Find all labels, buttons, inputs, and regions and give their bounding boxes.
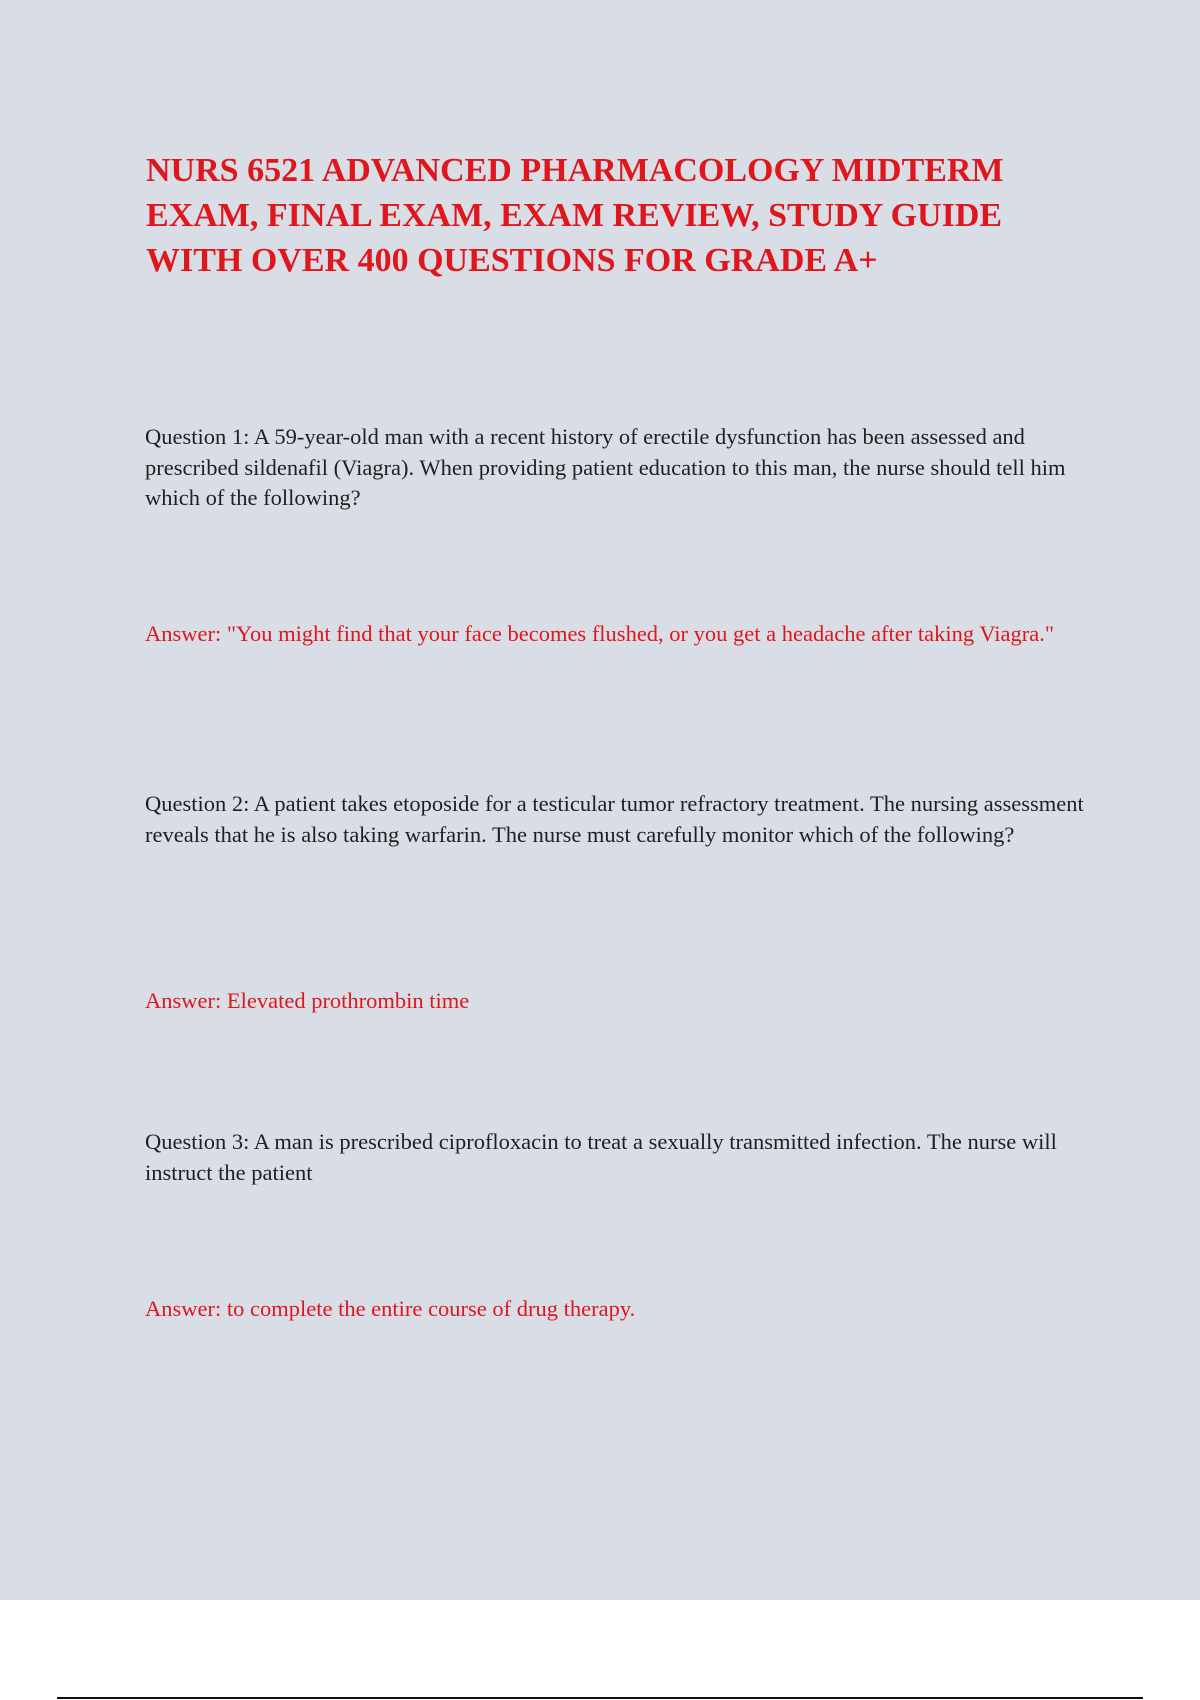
footer-divider (57, 1697, 1143, 1699)
answer-1: Answer: "You might find that your face becomes flushed, or you get a headache after taking Viagra." (145, 621, 1055, 646)
question-1: Question 1: A 59-year-old man with a recent history of erectile dysfunction has been assessed and prescribed sildenafil (Viagra). When providing patient education to this man, the nurse should tell him which of the following? (145, 424, 1066, 510)
answer-2: Answer: Elevated prothrombin time (145, 988, 470, 1013)
document-title: NURS 6521 ADVANCED PHARMACOLOGY MIDTERM EXAM, FINAL EXAM, EXAM REVIEW, STUDY GUIDE WITH OVER 400 QUESTIONS FOR GRADE A+ (146, 152, 1004, 279)
answer-3: Answer: to complete the entire course of drug therapy. (145, 1296, 636, 1321)
question-3: Question 3: A man is prescribed ciprofloxacin to treat a sexually transmitted infection. The nurse will instruct the patient (145, 1129, 1057, 1185)
question-2: Question 2: A patient takes etoposide for a testicular tumor refractory treatment. The nursing assessment reveals that he is also taking warfarin. The nurse must carefully monitor which of the following? (145, 791, 1084, 847)
